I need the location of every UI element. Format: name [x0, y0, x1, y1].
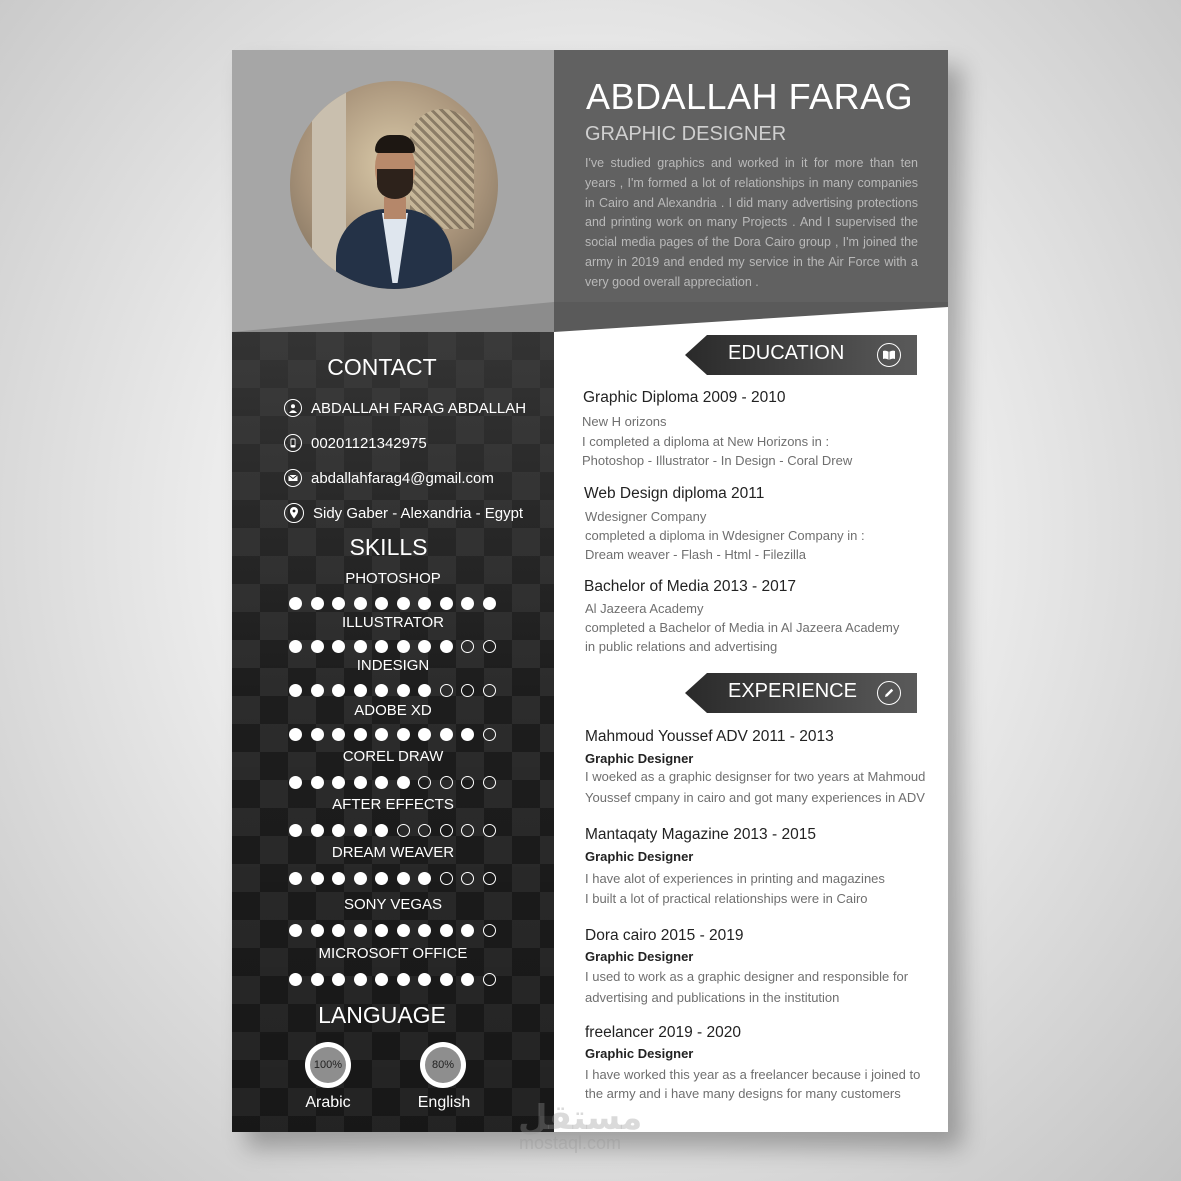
rating-dot-filled	[311, 597, 324, 610]
experience-entry-title: Mantaqaty Magazine 2013 - 2015	[585, 826, 816, 843]
rating-dot-filled	[354, 597, 367, 610]
language-heading: LANGUAGE	[318, 1002, 446, 1028]
rating-dot-filled	[418, 728, 431, 741]
rating-dot-filled	[332, 597, 345, 610]
rating-dot-empty	[483, 684, 496, 697]
skill-name: INDESIGN	[356, 657, 430, 674]
rating-dot-empty	[440, 824, 453, 837]
rating-dot-filled	[332, 924, 345, 937]
education-entry-line: Wdesigner Company	[585, 509, 707, 524]
rating-dot-filled	[311, 776, 324, 789]
rating-dot-filled	[440, 924, 453, 937]
rating-dot-empty	[461, 872, 474, 885]
rating-dot-filled	[311, 640, 324, 653]
rating-dot-filled	[354, 824, 367, 837]
education-entry-line: completed a Bachelor of Media in Al Jazeera Academy	[585, 620, 900, 635]
experience-entry-role: Graphic Designer	[585, 1046, 694, 1061]
rating-dot-filled	[289, 684, 302, 697]
experience-entry-line: advertising and publications in the institution	[585, 990, 840, 1005]
rating-dot-filled	[461, 924, 474, 937]
rating-dot-filled	[354, 776, 367, 789]
language-percent: 100%	[310, 1047, 346, 1083]
profile-photo	[290, 81, 498, 289]
rating-dot-filled	[461, 728, 474, 741]
rating-dot-filled	[289, 597, 302, 610]
rating-dot-filled	[440, 973, 453, 986]
rating-dot-filled	[354, 973, 367, 986]
education-entry-line: Photoshop - Illustrator - In Design - Coral Drew	[582, 453, 853, 468]
rating-dot-filled	[311, 684, 324, 697]
education-entry-line: New H orizons	[582, 414, 667, 429]
rating-dot-empty	[461, 776, 474, 789]
rating-dot-filled	[397, 684, 410, 697]
rating-dot-filled	[289, 973, 302, 986]
rating-dot-filled	[311, 728, 324, 741]
rating-dot-filled	[289, 924, 302, 937]
bio-text: I've studied graphics and worked in it for more than ten years , I'm formed a lot of relationships in many companies in Cairo and Alexandria . I did many advertising protections and printing work on many Projects . And I supervised the social media pages of the Dora Cairo group , I'm joined the army in 2019 and ended my service in the Air Force with a very good overall appreciation .	[585, 156, 918, 289]
rating-dot-filled	[375, 684, 388, 697]
skill-name: COREL DRAW	[342, 748, 444, 765]
rating-dot-filled	[375, 597, 388, 610]
contact-heading: CONTACT	[327, 354, 437, 380]
rating-dot-empty	[461, 640, 474, 653]
experience-entry-line: Youssef cmpany in cairo and got many experiences in ADV	[585, 790, 925, 805]
rating-dot-empty	[440, 872, 453, 885]
experience-banner	[685, 673, 917, 713]
rating-dot-filled	[289, 728, 302, 741]
rating-dot-filled	[332, 824, 345, 837]
skill-name: DREAM WEAVER	[331, 844, 455, 861]
book-icon	[877, 343, 901, 367]
rating-dot-empty	[483, 973, 496, 986]
education-banner	[685, 335, 917, 375]
rating-dot-empty	[483, 728, 496, 741]
skill-rating	[289, 597, 496, 610]
rating-dot-filled	[332, 728, 345, 741]
rating-dot-filled	[375, 872, 388, 885]
skill-name: SONY VEGAS	[343, 896, 443, 913]
job-title: GRAPHIC DESIGNER	[585, 123, 787, 145]
rating-dot-filled	[354, 728, 367, 741]
contact-item-phone[interactable]	[284, 434, 427, 452]
experience-entry-title: Mahmoud Youssef ADV 2011 - 2013	[585, 728, 834, 745]
contact-item-email[interactable]	[284, 469, 494, 487]
rating-dot-filled	[397, 973, 410, 986]
experience-entry-role: Graphic Designer	[585, 949, 694, 964]
rating-dot-filled	[375, 824, 388, 837]
education-heading: EDUCATION	[728, 342, 845, 364]
skill-rating	[289, 872, 496, 885]
education-entry-line: Dream weaver - Flash - Html - Filezilla	[585, 547, 807, 562]
rating-dot-filled	[418, 640, 431, 653]
rating-dot-filled	[397, 872, 410, 885]
rating-dot-empty	[483, 872, 496, 885]
rating-dot-filled	[289, 824, 302, 837]
rating-dot-filled	[440, 728, 453, 741]
skill-name: PHOTOSHOP	[345, 570, 441, 587]
contact-item-location	[284, 503, 523, 523]
person-name: ABDALLAH FARAG	[586, 76, 914, 117]
rating-dot-filled	[461, 973, 474, 986]
rating-dot-filled	[397, 597, 410, 610]
education-entry-title: Web Design diploma 2011	[584, 485, 765, 502]
skill-name: MICROSOFT OFFICE	[318, 945, 468, 962]
skills-heading: SKILLS	[349, 534, 428, 560]
education-entry-line: I completed a diploma at New Horizons in :	[582, 434, 830, 449]
skill-rating	[289, 640, 496, 653]
rating-dot-filled	[289, 776, 302, 789]
watermark-arabic: مستقل	[518, 1099, 643, 1137]
rating-dot-filled	[418, 924, 431, 937]
experience-entry-title: Dora cairo 2015 - 2019	[585, 927, 744, 944]
education-entry-line: completed a diploma in Wdesigner Company in :	[585, 528, 865, 543]
rating-dot-filled	[289, 872, 302, 885]
rating-dot-filled	[332, 640, 345, 653]
rating-dot-empty	[440, 776, 453, 789]
language-percent: 80%	[425, 1047, 461, 1083]
rating-dot-empty	[483, 640, 496, 653]
rating-dot-filled	[375, 973, 388, 986]
experience-entry-role: Graphic Designer	[585, 849, 694, 864]
rating-dot-empty	[483, 924, 496, 937]
rating-dot-filled	[332, 872, 345, 885]
rating-dot-filled	[418, 973, 431, 986]
experience-entry-line: I used to work as a graphic designer and responsible for	[585, 969, 909, 984]
rating-dot-filled	[440, 640, 453, 653]
skill-rating	[289, 728, 496, 741]
skill-rating	[289, 824, 496, 837]
skill-name: AFTER EFFECTS	[332, 796, 454, 813]
user-icon	[284, 399, 302, 417]
rating-dot-filled	[354, 640, 367, 653]
skill-rating	[289, 973, 496, 986]
rating-dot-empty	[440, 684, 453, 697]
rating-dot-filled	[397, 924, 410, 937]
rating-dot-filled	[375, 728, 388, 741]
skill-name: ILLUSTRATOR	[342, 614, 444, 631]
rating-dot-filled	[332, 776, 345, 789]
location-icon	[284, 503, 304, 523]
phone-icon	[284, 434, 302, 452]
rating-dot-empty	[418, 776, 431, 789]
watermark-latin: mostaql.com	[519, 1133, 622, 1153]
rating-dot-filled	[311, 924, 324, 937]
rating-dot-filled	[354, 924, 367, 937]
rating-dot-filled	[375, 776, 388, 789]
mail-icon	[284, 469, 302, 487]
rating-dot-filled	[418, 684, 431, 697]
experience-heading: EXPERIENCE	[728, 680, 857, 702]
sidebar-panel	[232, 332, 554, 1132]
language-name: Arabic	[305, 1094, 351, 1111]
contact-phone-text: 00201121342975	[311, 434, 427, 452]
education-entry-title: Bachelor of Media 2013 - 2017	[584, 578, 796, 595]
contact-email-text: abdallahfarag4@gmail.com	[311, 469, 494, 487]
contact-item-name	[284, 399, 526, 417]
rating-dot-empty	[418, 824, 431, 837]
rating-dot-empty	[397, 824, 410, 837]
rating-dot-filled	[375, 924, 388, 937]
rating-dot-filled	[461, 597, 474, 610]
rating-dot-filled	[332, 684, 345, 697]
rating-dot-filled	[289, 640, 302, 653]
rating-dot-filled	[483, 597, 496, 610]
rating-dot-empty	[483, 776, 496, 789]
experience-entry-role: Graphic Designer	[585, 751, 694, 766]
rating-dot-filled	[397, 640, 410, 653]
rating-dot-empty	[461, 824, 474, 837]
rating-dot-filled	[418, 597, 431, 610]
experience-entry-line: I woeked as a graphic designser for two years at Mahmoud	[585, 769, 926, 784]
rating-dot-filled	[375, 640, 388, 653]
contact-location-text: Sidy Gaber - Alexandria - Egypt	[313, 504, 524, 522]
rating-dot-filled	[311, 872, 324, 885]
skill-name: ADOBE XD	[354, 702, 432, 719]
contact-name-text: ABDALLAH FARAG ABDALLAH	[311, 399, 527, 417]
rating-dot-filled	[440, 597, 453, 610]
education-entry-line: Al Jazeera Academy	[585, 601, 704, 616]
experience-entry-line: I have worked this year as a freelancer because i joined to	[585, 1067, 921, 1082]
skill-rating	[289, 684, 496, 697]
language-name: English	[417, 1094, 471, 1111]
skill-rating	[289, 924, 496, 937]
rating-dot-filled	[397, 728, 410, 741]
skill-rating	[289, 776, 496, 789]
rating-dot-filled	[418, 872, 431, 885]
rating-dot-filled	[354, 684, 367, 697]
education-entry-line: in public relations and advertising	[585, 639, 778, 654]
rating-dot-filled	[332, 973, 345, 986]
experience-entry-line: the army and i have many designs for many customers	[585, 1086, 901, 1101]
pencil-icon	[877, 681, 901, 705]
experience-entry-line: I have alot of experiences in printing and magazines	[585, 871, 885, 886]
rating-dot-empty	[461, 684, 474, 697]
resume-page	[232, 50, 948, 1132]
experience-entry-line: I built a lot of practical relationships were in Cairo	[585, 891, 868, 906]
rating-dot-filled	[354, 872, 367, 885]
experience-entry-title: freelancer 2019 - 2020	[585, 1024, 741, 1041]
rating-dot-filled	[311, 973, 324, 986]
language-gauge-english	[420, 1042, 466, 1088]
rating-dot-empty	[483, 824, 496, 837]
language-gauge-arabic	[305, 1042, 351, 1088]
rating-dot-filled	[397, 776, 410, 789]
education-entry-title: Graphic Diploma 2009 - 2010	[583, 389, 786, 406]
rating-dot-filled	[311, 824, 324, 837]
